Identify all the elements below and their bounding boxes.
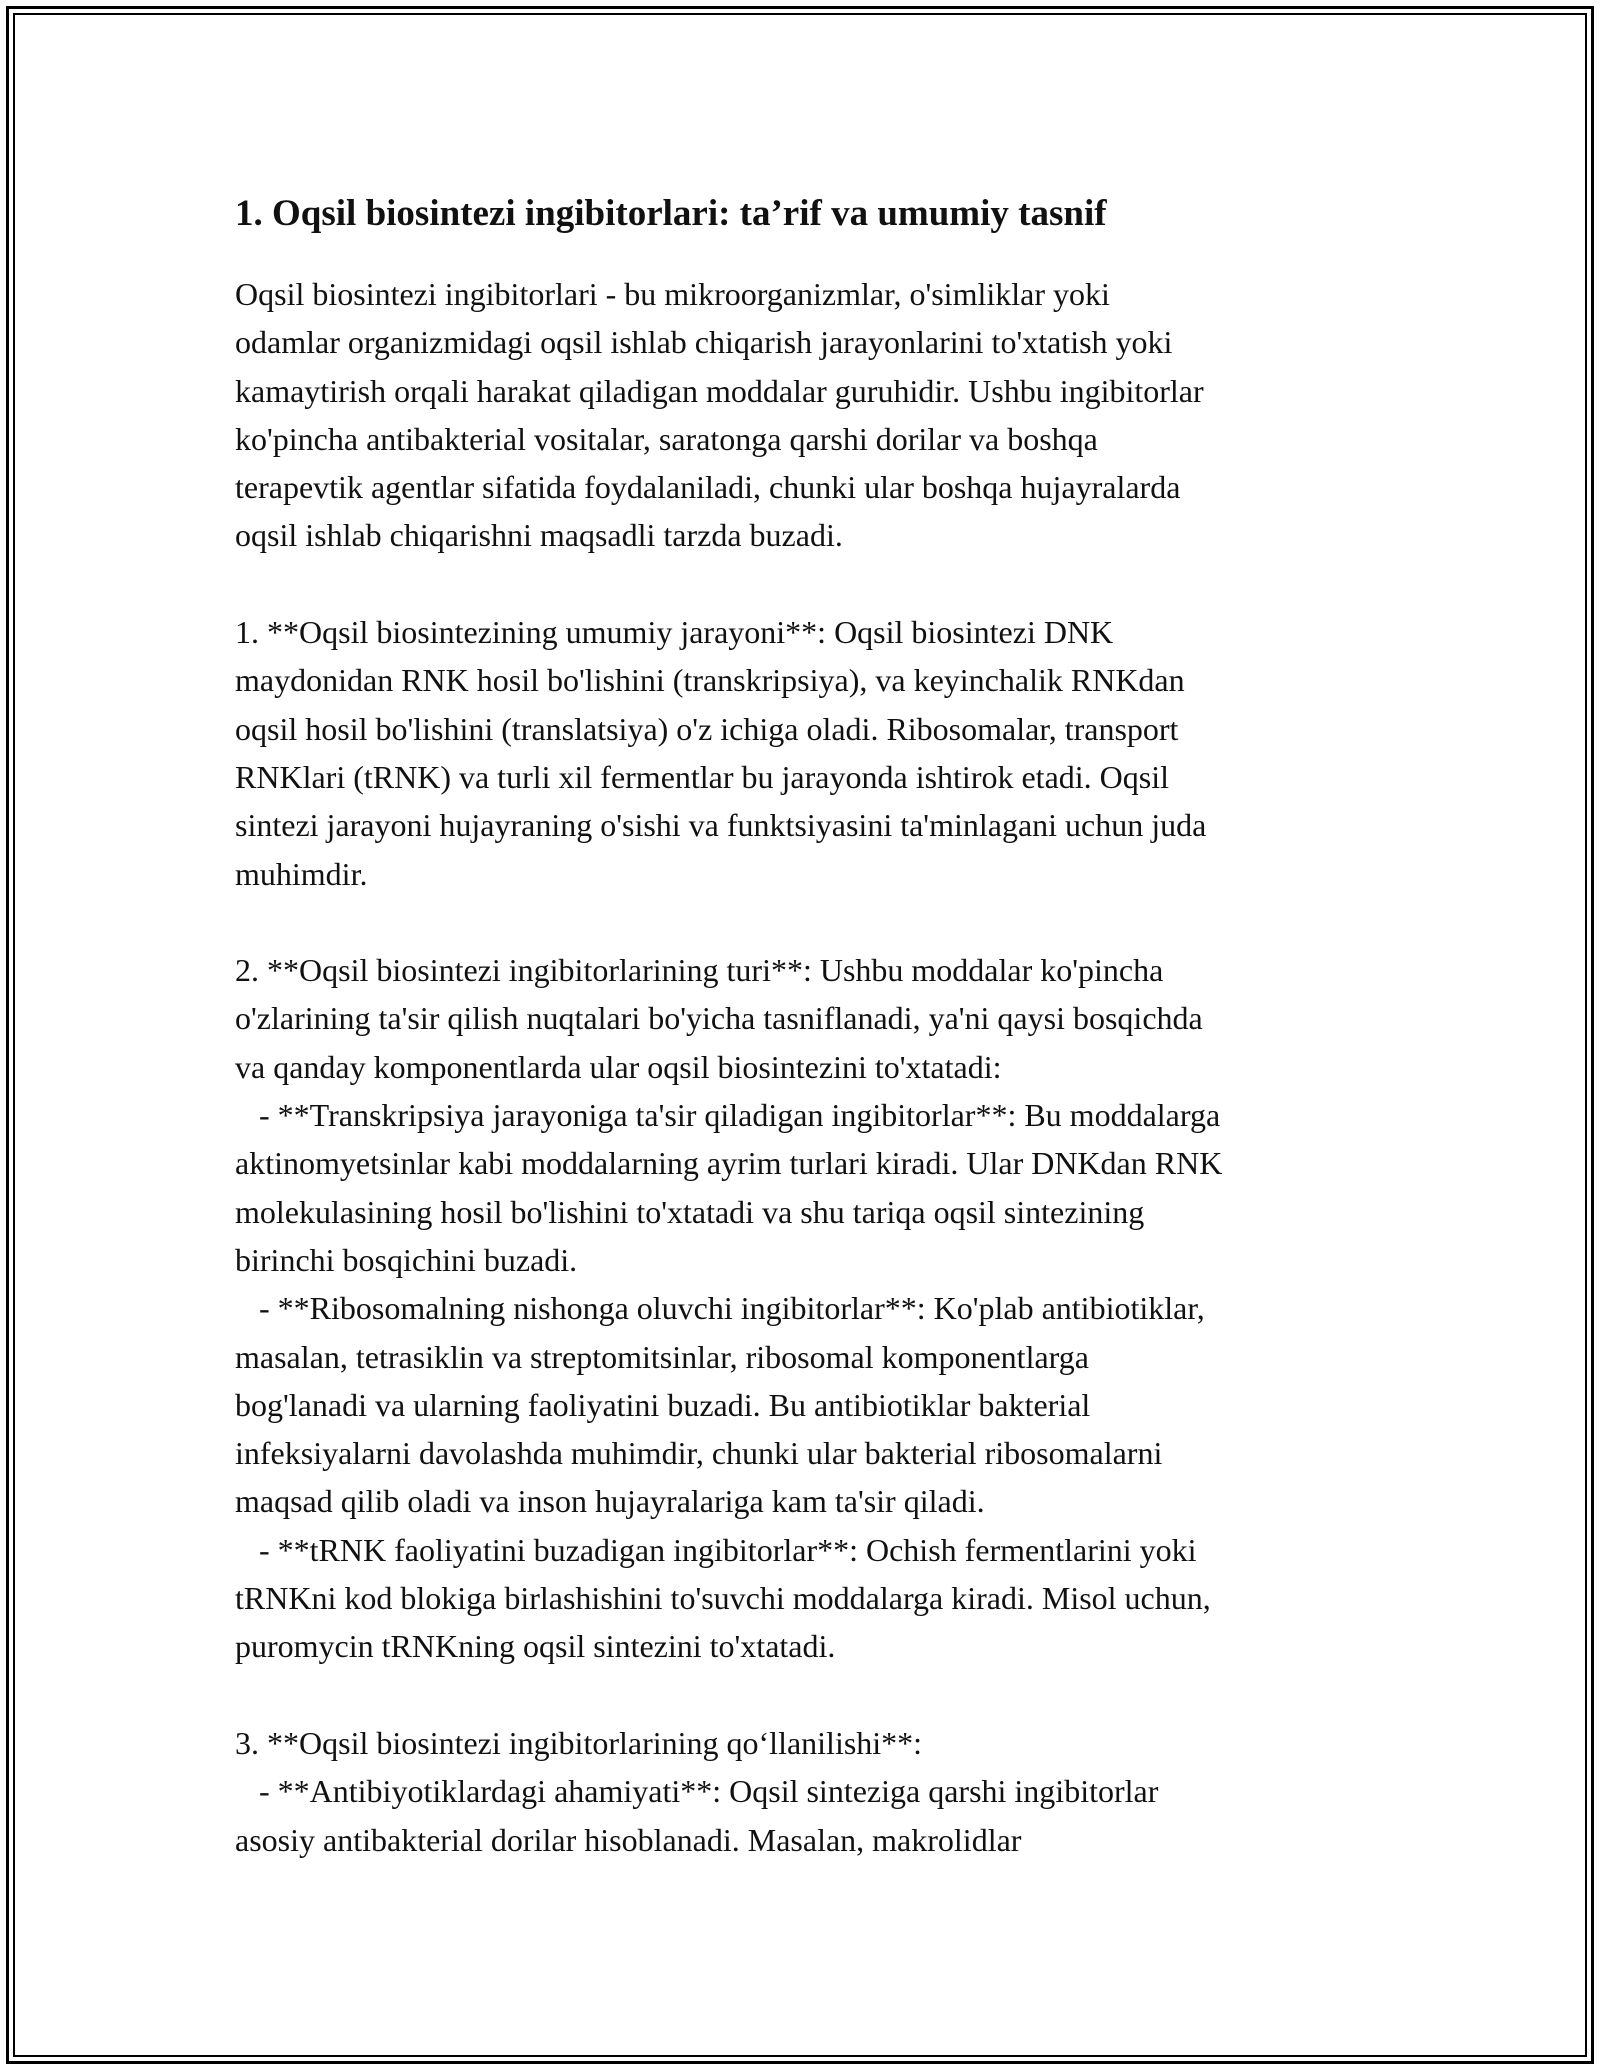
document-page	[235, 188, 1375, 1864]
document-title: 1. Oqsil biosintezi ingibitorlari: ta’rif va umumiy tasnif	[235, 193, 1107, 234]
document-body: Oqsil biosintezi ingibitorlari - bu mikroorganizmlar, o'simliklar yoki odamlar organizmidagi oqsil ishlab chiqarish jarayonlarini to'xtatish yoki kamaytirish orqali harakat qiladigan moddalar guruhidir. Ushbu ingibitorlar ko'pincha antibakterial vositalar, saratonga qarshi dorilar va boshqa terapevtik agentlar sifatida foydalaniladi, chunki ular boshqa hujayralarda oqsil ishlab chiqarishni maqsadli tarzda buzadi. 1. **Oqsil biosintezining umumiy jarayoni**: Oqsil biosintezi DNK maydonidan RNK hosil bo'lishini (transkripsiya), va keyinchalik RNKdan oqsil hosil bo'lishini (translatsiya) o'z ichiga oladi. Ribosomalar, transport RNKlari (tRNK) va turli xil fermentlar bu jarayonda ishtirok etadi. Oqsil sintezi jarayoni hujayraning o'sishi va funktsiyasini ta'minlagani uchun juda muhimdir. 2. **Oqsil biosintezi ingibitorlarining turi**: Ushbu moddalar ko'pincha o'zlarining ta'sir qilish nuqtalari bo'yicha tasniflanadi, ya'ni qaysi bosqichda va qanday komponentlarda ular oqsil biosintezini to'xtatadi: - **Transkripsiya jarayoniga ta'sir qiladigan ingibitorlar**: Bu moddalarga aktinomyetsinlar kabi moddalarning ayrim turlari kiradi. Ular DNKdan RNK molekulasining hosil bo'lishini to'xtatadi va shu tariqa oqsil sintezining birinchi bosqichini buzadi. - **Ribosomalning nishonga oluvchi ingibitorlar**: Ko'plab antibiotiklar, masalan, tetrasiklin va streptomitsinlar, ribosomal komponentlarga bog'lanadi va ularning faoliyatini buzadi. Bu antibiotiklar bakterial infeksiyalarni davolashda muhimdir, chunki ular bakterial ribosomalarni maqsad qilib oladi va inson hujayralariga kam ta'sir qiladi. - **tRNK faoliyatini buzadigan ingibitorlar**: Ochish fermentlarini yoki tRNKni kod blokiga birlashishini to'suvchi moddalarga kiradi. Misol uchun, puromycin tRNKning oqsil sintezini to'xtatadi. 3. **Oqsil biosintezi ingibitorlarining qo‘llanilishi**: - **Antibiyotiklardagi ahamiyati**: Oqsil sinteziga qarshi ingibitorlar asosiy antibakterial dorilar hisoblanadi. Masalan, makrolidlar	[235, 276, 1223, 1858]
